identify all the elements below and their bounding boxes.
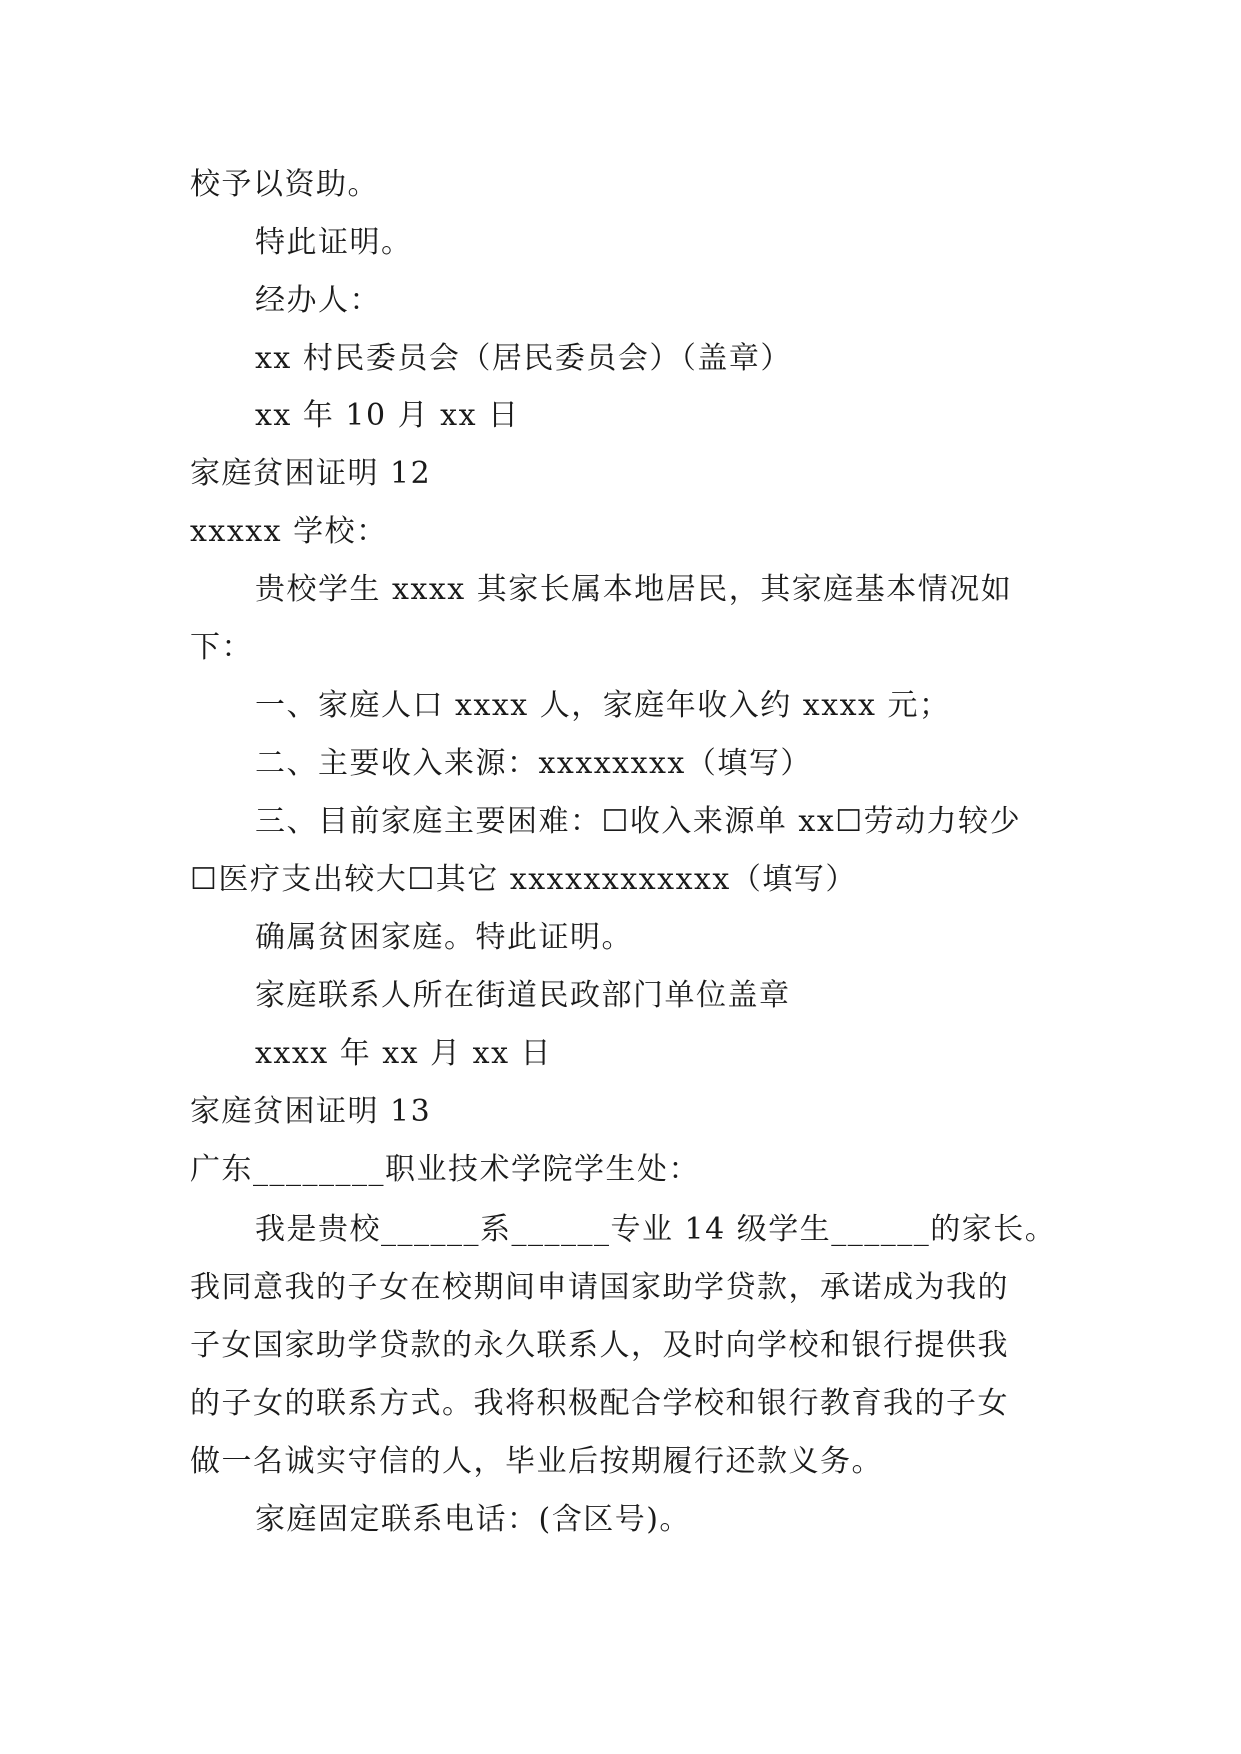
addressee-line: xxxxx 学校：	[190, 514, 388, 549]
paragraph-line: 子女国家助学贷款的永久联系人，及时向学校和银行提供我	[190, 1328, 1009, 1363]
contact-phone-line: 家庭固定联系电话：(含区号)。	[255, 1502, 691, 1537]
list-item: ☐医疗支出较大☐其它 xxxxxxxxxxxx（填写）	[190, 862, 857, 897]
paragraph-line: 做一名诚实守信的人，毕业后按期履行还款义务。	[190, 1444, 883, 1479]
signature-label: 经办人：	[255, 283, 381, 318]
section-heading: 家庭贫困证明 13	[190, 1094, 432, 1129]
paragraph-line: 我同意我的子女在校期间申请国家助学贷款，承诺成为我的	[190, 1270, 1009, 1305]
paragraph-line: 的子女的联系方式。我将积极配合学校和银行教育我的子女	[190, 1386, 1009, 1421]
issuer-line: xx 村民委员会（居民委员会）（盖章）	[255, 341, 792, 376]
addressee-line: 广东________职业技术学院学生处：	[190, 1152, 700, 1187]
date-line: xxxx 年 xx 月 xx 日	[255, 1036, 553, 1071]
list-item: 三、目前家庭主要困难：☐收入来源单 xx☐劳动力较少	[255, 804, 1022, 839]
section-heading: 家庭贫困证明 12	[190, 456, 432, 491]
list-item: 二、主要收入来源：xxxxxxxx（填写）	[255, 746, 812, 781]
issuer-line: 家庭联系人所在街道民政部门单位盖章	[255, 978, 791, 1013]
date-line: xx 年 10 月 xx 日	[255, 398, 520, 433]
paragraph-line: 贵校学生 xxxx 其家长属本地居民，其家庭基本情况如	[255, 572, 1013, 607]
paragraph-line: 校予以资助。	[190, 167, 379, 202]
paragraph-line: 下：	[190, 630, 253, 665]
paragraph-line: 确属贫困家庭。特此证明。	[255, 920, 633, 955]
paragraph-line: 我是贵校______系______专业 14 级学生______的家长。	[255, 1212, 1057, 1247]
list-item: 一、家庭人口 xxxx 人，家庭年收入约 xxxx 元；	[255, 688, 951, 723]
paragraph-line: 特此证明。	[255, 225, 413, 260]
